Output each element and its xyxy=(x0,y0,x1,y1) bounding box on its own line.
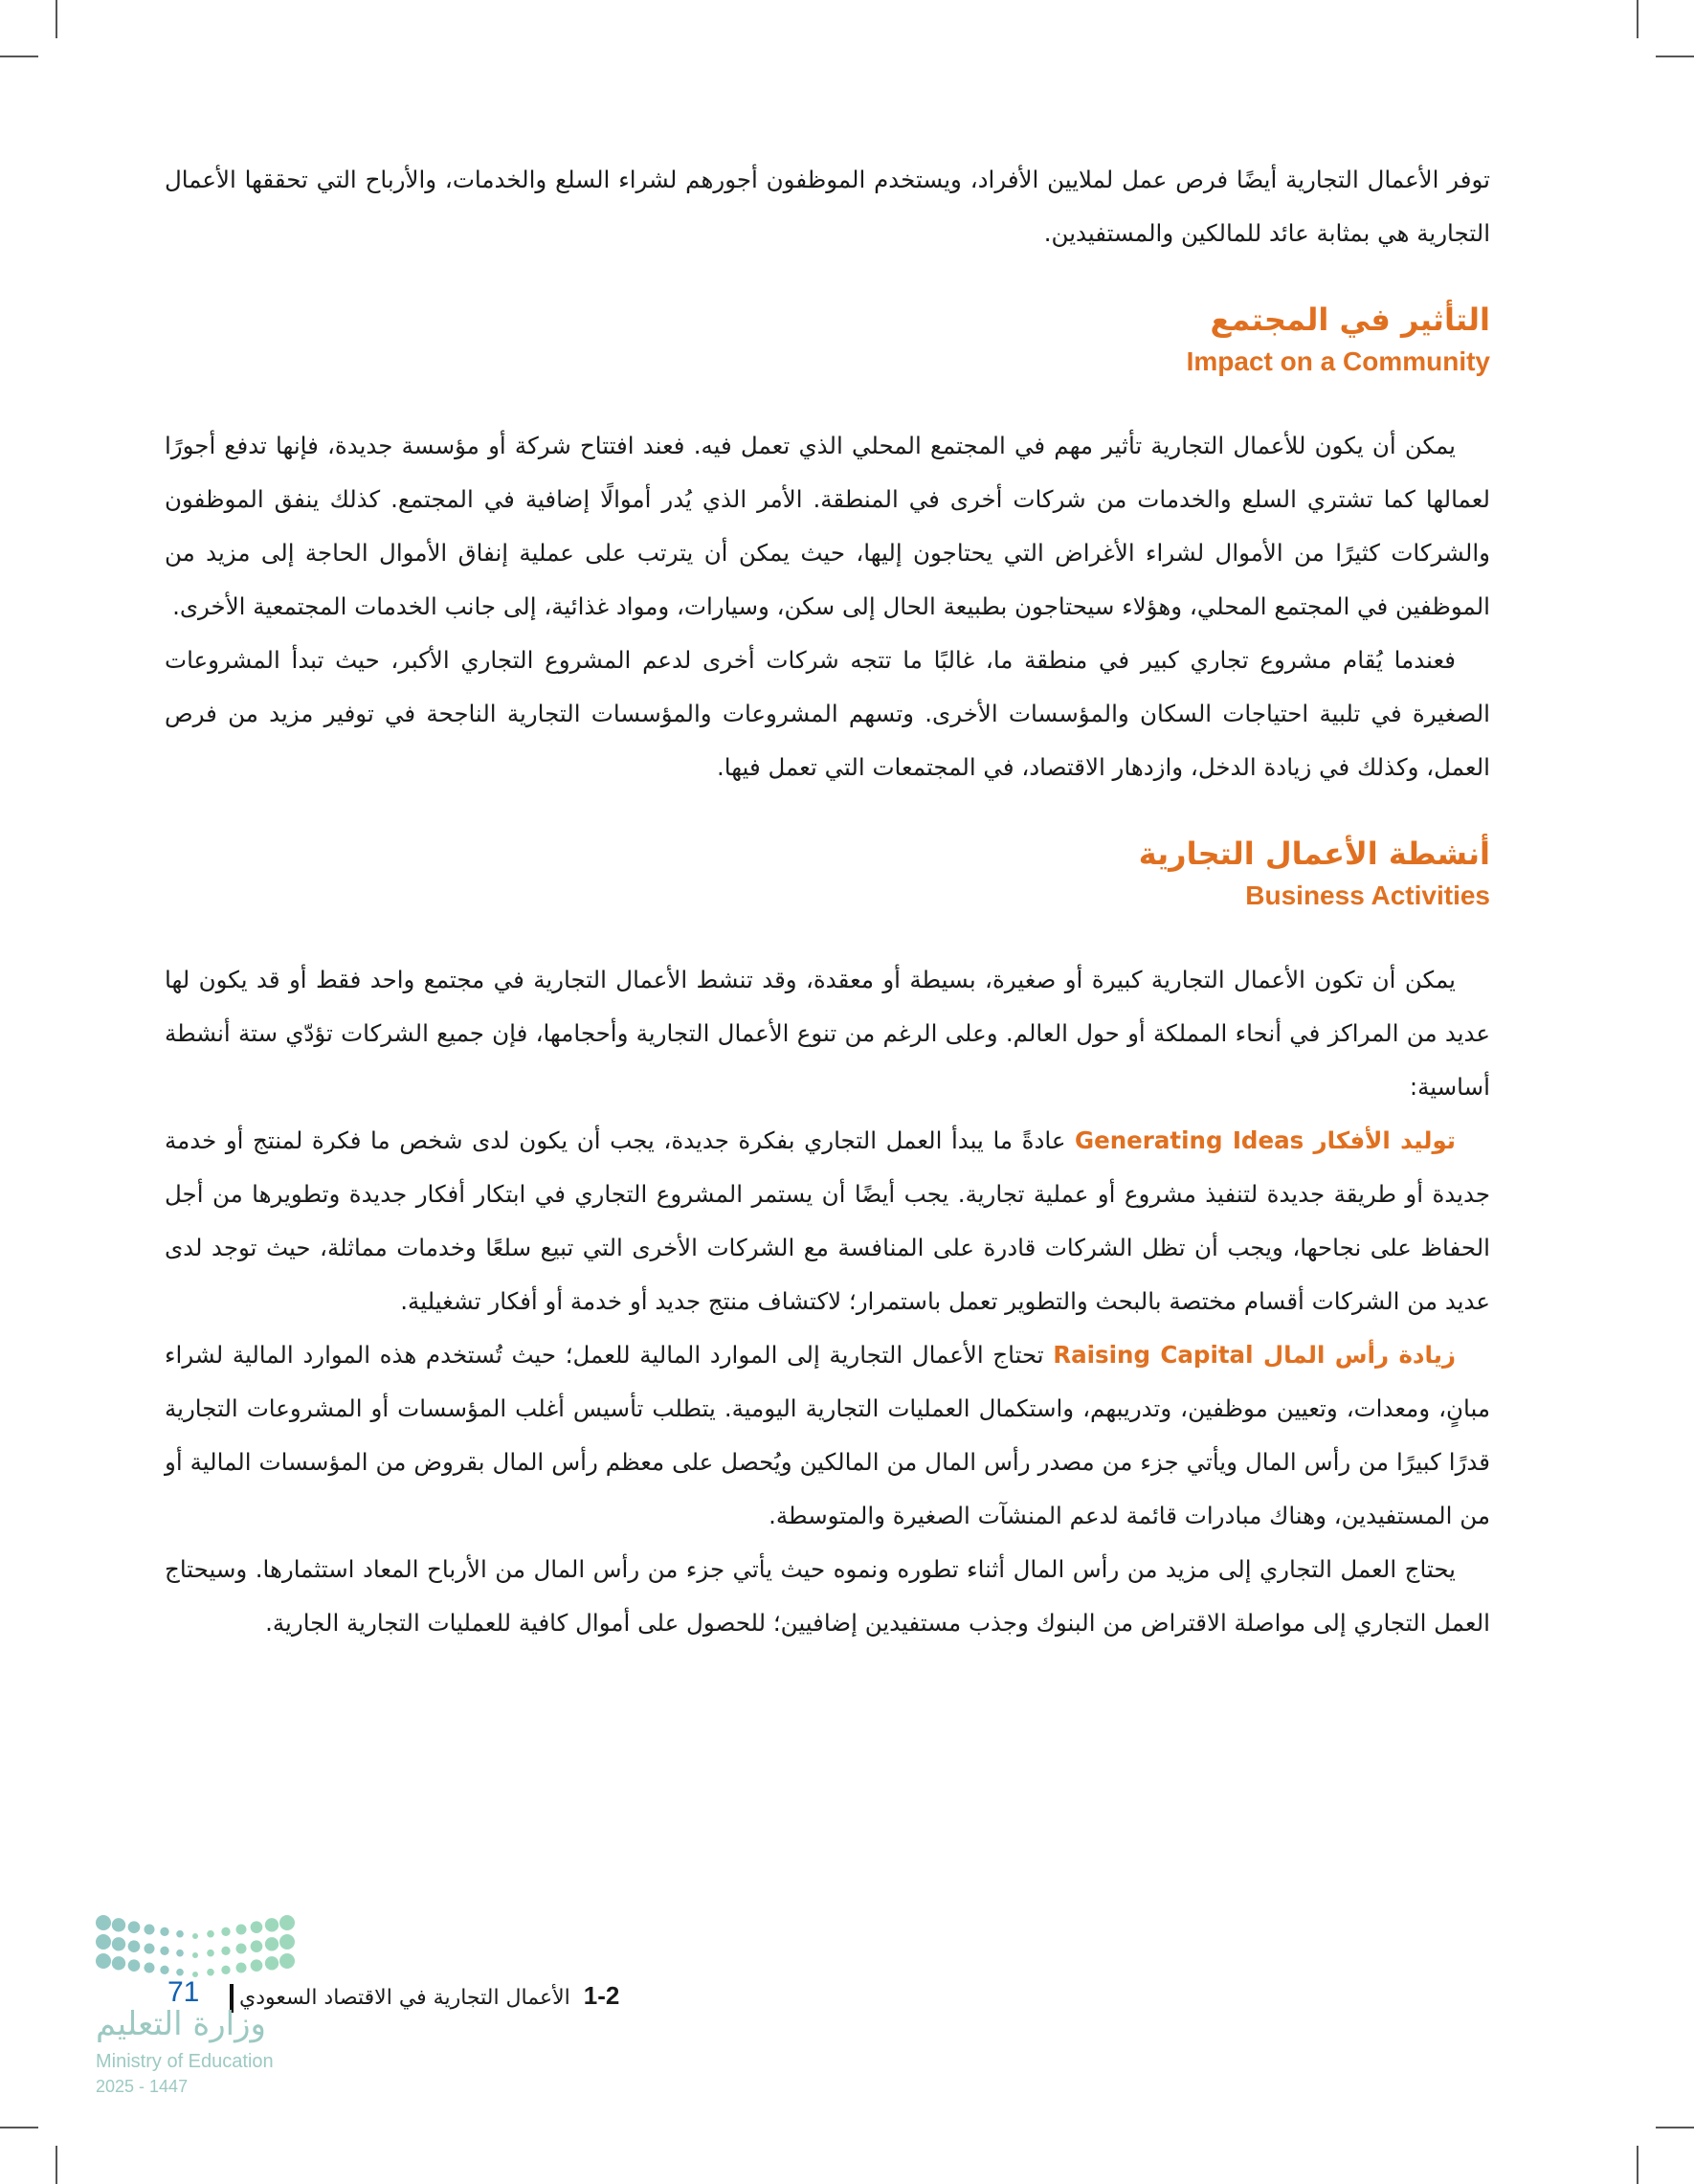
section-heading-ar: التأثير في المجتمع xyxy=(1210,301,1490,338)
crop-mark xyxy=(1637,0,1638,38)
term-generating-ideas: توليد الأفكار Generating Ideas xyxy=(1075,1126,1456,1154)
logo-dot xyxy=(176,1969,184,1976)
logo-dot xyxy=(236,1925,247,1935)
intro-paragraph: توفر الأعمال التجارية أيضًا فرص عمل لملايين الأفراد، ويستخدم الموظفون أجورهم لشراء السلع والخدمات، والأرباح التي تحققها الأعمال التجارية هي بمثابة عائد للمالكين والمستفيدين. xyxy=(165,166,1490,247)
crop-mark xyxy=(56,2146,57,2184)
logo-dot xyxy=(192,1952,198,1958)
crop-mark xyxy=(1637,2146,1638,2184)
logo-dot xyxy=(112,1937,125,1950)
edition-year: 2025 - 1447 xyxy=(96,2077,189,2096)
logo-dot xyxy=(176,1930,184,1938)
logo-dot xyxy=(251,1959,263,1972)
logo-dot xyxy=(160,1947,168,1955)
logo-dot xyxy=(160,1928,168,1936)
ministry-name-ar: وزارة التعليم xyxy=(96,2005,266,2043)
chapter-name: الأعمال التجارية في الاقتصاد السعودي xyxy=(239,1986,570,2010)
paragraph: يمكن أن تكون الأعمال التجارية كبيرة أو صغيرة، بسيطة أو معقدة، وقد تنشط الأعمال التجارية في مجتمع واحد فقط أو قد يكون لها عديد من المراكز في أنحاء المملكة أو حول العالم. وعلى الرغم من تنوع الأعمال التجارية وأحجامها، فإن جميع الشركات تؤدّي ستة أنشطة أساسية: xyxy=(165,966,1490,1101)
section-heading-ar: أنشطة الأعمال التجارية xyxy=(1138,836,1490,872)
logo-dot xyxy=(96,1915,111,1930)
logo-dot xyxy=(265,1956,279,1970)
logo-dot xyxy=(160,1966,168,1974)
paragraph-text: عادةً ما يبدأ العمل التجاري بفكرة جديدة، يجب أن يكون لدى شخص ما فكرة لمنتج أو خدمة جديدة أو طريقة جديدة لتنفيذ مشروع أو عملية تجارية. يجب أيضًا أن يستمر المشروع التجاري في ابتكار أفكار جديدة وتطويرها من أجل الحفاظ على نجاحها، ويجب أن تظل الشركات قادرة على المنافسة مع الشركات الأخرى التي تبيع سلعًا وخدمات مماثلة، حيث توجد لدى عديد من الشركات أقسام مختصة بالبحث والتطوير تعمل باستمرار؛ لاكتشاف منتج جديد أو خدمة أو أفكار تشغيلية. xyxy=(165,1126,1490,1315)
chapter-number: 1-2 xyxy=(583,1981,620,2010)
logo-dot xyxy=(221,1966,230,1974)
logo-dot xyxy=(207,1930,214,1938)
crop-mark xyxy=(1656,2127,1694,2128)
chapter-title xyxy=(239,1981,619,2011)
paragraph-generating-ideas xyxy=(165,1114,1490,1328)
paragraph: فعندما يُقام مشروع تجاري كبير في منطقة ما، غالبًا ما تتجه شركات أخرى لدعم المشروع التجاري الأكبر، حيث تبدأ المشروعات الصغيرة في تلبية احتياجات السكان والمؤسسات الأخرى. وتسهم المشروعات والمؤسسات التجارية الناجحة في توفير مزيد من فرص العمل، وكذلك في زيادة الدخل، وازدهار الاقتصاد، في المجتمعات التي تعمل فيها. xyxy=(165,646,1490,781)
logo-dot xyxy=(221,1947,230,1955)
crop-mark xyxy=(0,2127,38,2128)
page-number: 71 xyxy=(167,1976,200,2008)
logo-dot xyxy=(176,1950,184,1957)
logo-dot xyxy=(128,1921,141,1933)
section-heading-en: Business Activities xyxy=(1245,880,1490,910)
paragraph: يمكن أن يكون للأعمال التجارية تأثير مهم في المجتمع المحلي الذي تعمل فيه. فعند افتتاح شركة أو مؤسسة جديدة، فإنها تدفع أجورًا لعمالها كما تشتري السلع والخدمات من شركات أخرى في المنطقة. الأمر الذي يُدر أموالًا إضافية في المجتمع. كذلك ينفق الموظفون والشركات كثيرًا من الأموال لشراء الأغراض التي يحتاجون إليها، حيث يمكن أن يترتب على عملية إنفاق الأموال الحاجة إلى مزيد من الموظفين في المجتمع المحلي، وهؤلاء سيحتاجون بطبيعة الحال إلى سكن، وسيارات، ومواد غذائية، إلى جانب الخدمات المجتمعية الأخرى. xyxy=(165,432,1490,620)
logo-dot xyxy=(251,1940,263,1952)
logo-dot xyxy=(251,1921,263,1933)
logo-dot xyxy=(192,1933,198,1939)
logo-dot xyxy=(112,1956,125,1970)
crop-mark xyxy=(56,0,57,38)
paragraph-raising-capital xyxy=(165,1328,1490,1543)
crop-mark xyxy=(1656,56,1694,57)
logo-dot xyxy=(279,1953,295,1969)
paragraph-text: تحتاج الأعمال التجارية إلى الموارد المالية للعمل؛ حيث تُستخدم هذه الموارد المالية لشراء مبانٍ، ومعدات، وتعيين موظفين، وتدريبهم، واستكمال العمليات التجارية اليومية. يتطلب تأسيس أغلب المؤسسات أو المشروعات التجارية قدرًا كبيرًا من رأس المال ويأتي جزء من مصدر رأس المال من المالكين ويُحصل على معظم رأس المال بقروض من المؤسسات المالية أو من المستفيدين، وهناك مبادرات قائمة لدعم المنشآت الصغيرة والمتوسطة. xyxy=(165,1341,1490,1529)
logo-dot xyxy=(279,1915,295,1930)
logo-dot xyxy=(265,1918,279,1931)
logo-dot xyxy=(207,1950,214,1957)
logo-dot xyxy=(236,1963,247,1973)
logo-dot xyxy=(265,1937,279,1950)
logo-dot xyxy=(96,1934,111,1950)
logo-dot xyxy=(96,1953,111,1969)
logo-dot xyxy=(145,1944,155,1954)
logo-dot xyxy=(207,1969,214,1976)
paragraph: يحتاج العمل التجاري إلى مزيد من رأس المال أثناء تطوره ونموه حيث يأتي جزء من رأس المال من الأرباح المعاد استثمارها. وسيحتاج العمل التجاري إلى مواصلة الاقتراض من البنوك وجذب مستفيدين إضافيين؛ للحصول على أموال كافية للعمليات التجارية الجارية. xyxy=(165,1555,1490,1637)
logo-dot xyxy=(236,1944,247,1954)
logo-dot xyxy=(145,1925,155,1935)
section-heading-en: Impact on a Community xyxy=(1186,346,1490,376)
crop-mark xyxy=(0,56,38,57)
logo-dot xyxy=(145,1963,155,1973)
logo-dot xyxy=(128,1959,141,1972)
ministry-name-en: Ministry of Education xyxy=(96,2051,274,2072)
logo-dot xyxy=(221,1928,230,1936)
page-footer xyxy=(96,1909,708,2101)
logo-dot xyxy=(279,1934,295,1950)
logo-dot xyxy=(128,1940,141,1952)
logo-dot xyxy=(112,1918,125,1931)
page-content xyxy=(165,153,1490,1650)
term-raising-capital: زيادة رأس المال Raising Capital xyxy=(1053,1341,1456,1369)
